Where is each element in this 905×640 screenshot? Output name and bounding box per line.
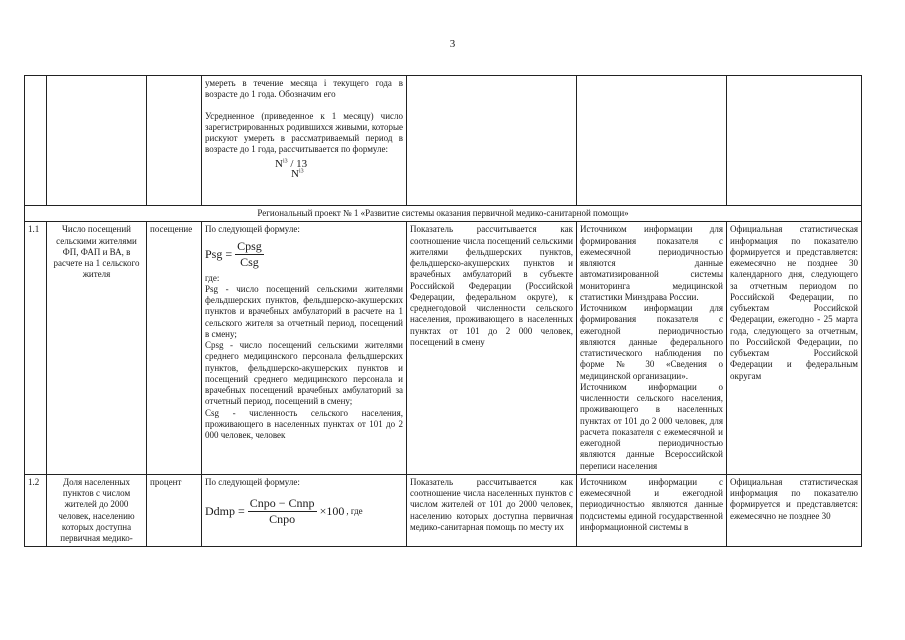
cell-num: 1.1 — [25, 222, 47, 475]
cell-unit: процент — [147, 474, 202, 547]
table-row — [25, 76, 862, 206]
cell-method — [202, 474, 407, 547]
cell-method — [202, 76, 407, 206]
cell-indicator: Доля населенных пунктов с числом жителей до 2000 человек, населению которых доступна первичная медико- — [47, 474, 147, 547]
cell-deadline: Официальная статистическая информация по показателю формируется и представляется: ежемесячно не позднее 30 календарного дня, следующего за отчетным периодом по Российской Федерации, по субъектам Российской Федерации, ежегодно - 25 марта года, следующего за отчетным, по Российской Федерации, по субъектам Российской Федерации и федеральным округам — [727, 222, 862, 475]
cell-calculation — [407, 76, 577, 206]
page-number: 3 — [449, 38, 456, 50]
method-intro: По следующей формуле: — [205, 476, 300, 487]
section-title: Региональный проект № 1 «Развитие системы оказания первичной медико-санитарной помощи» — [25, 206, 862, 222]
formula: Psg = $\frac{\text{Cpsg}}{\text{Csg}}$ — [205, 238, 262, 269]
method-text-2: Усредненное (приведенное к 1 месяцу) число зарегистрированных родившихся живыми, которые рискуют умереть в рассматриваемый период в возрасте до 1 года, рассчитывается по формуле: — [205, 110, 403, 155]
cell-indicator — [47, 76, 147, 206]
cell-method — [202, 222, 407, 475]
cell-deadline — [727, 76, 862, 206]
cell-unit — [147, 76, 202, 206]
cell-indicator: Число посещений сельскими жителями ФП, ФАП и ВА, в расчете на 1 сельского жителя — [47, 222, 147, 475]
cell-num — [25, 76, 47, 206]
table-row — [25, 474, 862, 547]
methodology-table — [24, 75, 862, 547]
method-explanation: где: Psg - число посещений сельскими жителями фельдшерских пунктов, фельдшерско-акушерских пунктов и врачебных амбулаторий в расчете на 1 сельского жителя за отчетный период, посещений в смену; Cpsg - число посещений сельскими жителями среднего медицинского персонала фельдшерских пунктов, фельдшерско-акушерских пунктов и посещений среднего медицинского персонала и врачебных посещений врачебных амбулаторий за отчетный период, посещений в смену; Csg - численность сельского населения, проживающего в населенных пунктах от 101 до 2 000 человек, человек — [205, 272, 403, 440]
section-header-row — [25, 206, 862, 222]
cell-deadline: Официальная статистическая информация по показателю формируется и представляется: ежемесячно не позднее 30 — [727, 474, 862, 547]
cell-num: 1.2 — [25, 474, 47, 547]
formula: Ddmp = $\frac{\text{Cnpo − Cnnp}}{\text{Cnpo}}$ ×100 , где — [205, 496, 363, 526]
method-text-1: умереть в течение месяца i текущего года в возрасте до 1 года. Обозначим его — [205, 78, 403, 100]
method-formula: $N^{i3} / 13$ $N^{i3}$ — [275, 157, 308, 181]
cell-source — [577, 76, 727, 206]
cell-calculation: Показатель рассчитывается как соотношение числа населенных пунктов с числом жителей от 101 до 2000 человек, населению которых доступна первичная медико-санитарная помощь по месту их — [407, 474, 577, 547]
cell-calculation: Показатель рассчитывается как соотношение числа посещений сельскими жителями фельдшерских пунктов, фельдшерско-акушерских пунктов и врачебных амбулаторий в субъекте Российской Федерации (Российской Федерации, федеральном округе), к среднегодовой численности сельского населения, проживающего в населенных пунктах от 101 до 2 000 человек, посещений в смену — [407, 222, 577, 475]
method-intro: По следующей формуле: — [205, 224, 300, 235]
cell-source: Источником информации для формирования показателя с ежемесячной периодичностью являются данные автоматизированной системы мониторинга медицинской статистики Минздрава России. Источником информации для формирования показателя с ежегодной периодичностью являются данные федерального статистического наблюдения по форме № 30 «Сведения о медицинской организации». Источником информации о численности сельского населения, проживающего в населенных пунктах от 101 до 2 000 человек, для расчета показателя с ежемесячной и ежегодной периодичностью являются данные Всероссийской переписи населения — [577, 222, 727, 475]
cell-unit: посещение — [147, 222, 202, 475]
table-row — [25, 222, 862, 475]
cell-source: Источником информации с ежемесячной и ежегодной периодичностью являются данные подсистемы единой государственной информационной системы в — [577, 474, 727, 547]
